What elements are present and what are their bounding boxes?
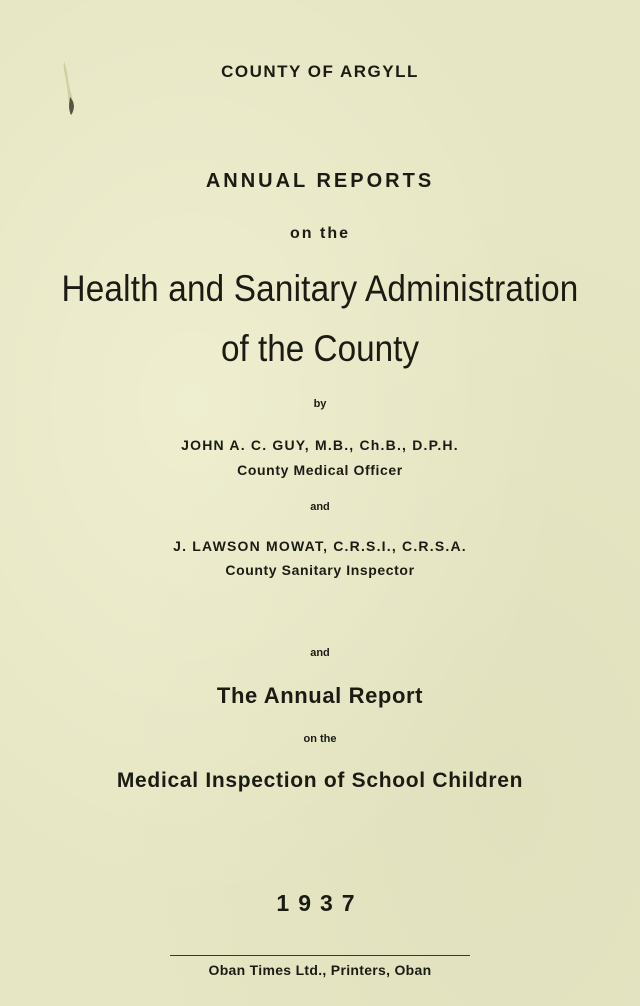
series-title: ANNUAL REPORTS bbox=[205, 170, 435, 192]
and-connector-1: and bbox=[310, 501, 330, 513]
on-the-connector: on the bbox=[290, 225, 350, 242]
printer-divider bbox=[170, 955, 470, 956]
author-2-role: County Sanitary Inspector bbox=[225, 562, 415, 578]
author-1-role: County Medical Officer bbox=[237, 462, 403, 478]
author-1-name: JOHN A. C. GUY, M.B., Ch.B., D.P.H. bbox=[181, 437, 459, 453]
printer-imprint: Oban Times Ltd., Printers, Oban bbox=[208, 962, 432, 978]
second-report-on-the: on the bbox=[303, 733, 337, 745]
county-name: COUNTY OF ARGYLL bbox=[221, 62, 419, 81]
by-connector: by bbox=[313, 398, 327, 410]
second-report-subject: Medical Inspection of School Children bbox=[116, 769, 524, 792]
main-title-line-1: Health and Sanitary Administration bbox=[61, 268, 579, 309]
second-report-title: The Annual Report bbox=[216, 683, 424, 708]
and-connector-2: and bbox=[310, 647, 330, 659]
author-2-name: J. LAWSON MOWAT, C.R.S.I., C.R.S.A. bbox=[173, 538, 467, 554]
main-title-line-2: of the County bbox=[220, 328, 420, 369]
publication-year: 1937 bbox=[276, 890, 364, 916]
